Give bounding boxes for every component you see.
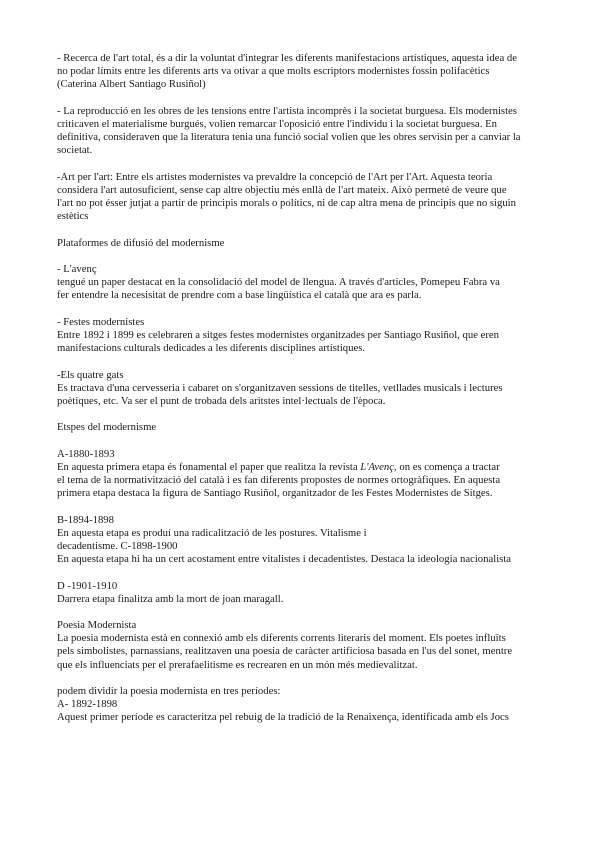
text-line: societat. [57, 144, 93, 157]
text-line: poètiques, etc. Va ser el punt de trobada dels aritstes intel·lectuals de l'època. [57, 394, 386, 407]
text-line: A- 1892-1898 [57, 698, 118, 711]
text-line: Etspes del modernisme [57, 421, 157, 434]
paragraph [57, 369, 547, 409]
text-line: -Art per l'art: Entre els artistes modernistes va prevaldre la concepció de l'Art per l'Art. Aquesta teoria [57, 170, 493, 183]
text-line: definitiva, consideraven que la literatura tenia una funció social volien que les obres servisin per a canviar la [57, 131, 521, 144]
text-line: D -1901-1910 [57, 579, 118, 592]
text-line: Darrera etapa finalitza amb la mort de joan maragall. [57, 592, 284, 605]
text-line: Plataformes de difusió del modernisme [57, 236, 225, 249]
text-line: no podar límits entre les diferents arts va otivar a que molts escriptors modernistes fossin polifacètics [57, 65, 490, 78]
text-line: fer entendre la necesisitat de prendre com a base lingüística el català que ara es parla. [57, 289, 422, 302]
paragraph [57, 580, 547, 606]
text-line: La poesia modernista està en connexió amb els diferents corrents literaris del moment. Els poetes influïts [57, 632, 506, 645]
text-line: -Els quatre gats [57, 368, 124, 381]
text-line: pels simbolistes, parnassians, realitzaven una poesia de caràcter artificiosa basada en l'us del sonet, mentre [57, 645, 513, 658]
paragraph [57, 263, 547, 303]
text-line: manifestacions culturals dedicades a les diferents disciplines artístiques. [57, 342, 366, 355]
text-line: Es tractava d'una cervesseria i cabaret on s'organitzaven sessions de titelles, vetllades musicals i lectures [57, 381, 503, 394]
text-line: - L'avenç [57, 263, 97, 275]
paragraph [57, 316, 547, 356]
text-line: decadentisme. C-1898-1900 [57, 539, 178, 552]
magazine-title: L'Avenç [360, 460, 395, 473]
paragraph [57, 237, 547, 250]
paragraph [57, 514, 547, 567]
paragraph [57, 619, 547, 672]
text-line: criticaven el materialisme burgués, volien remarcar l'oposició entre l'individu i la societat burguesa. En [57, 117, 498, 130]
paragraph [57, 52, 547, 92]
text-line: En aquesta primera etapa és fonamental el paper que realitza la revista L'Avenç, on es comença a tractar [57, 460, 500, 473]
text-line: B-1894-1898 [57, 513, 114, 526]
text-line: que els influenciats per el prerafaelitisme es recrearen en un món més medievalitzat. [57, 658, 418, 671]
text-line: (Caterina Albert Santiago Rusiñol) [57, 78, 206, 91]
paragraph [57, 448, 547, 501]
paragraph [57, 105, 547, 158]
document-page [57, 52, 547, 738]
text-line: tengué un paper destacat en la consolidació del model de llengua. A través d'articles, Pomepeu Fabra va [57, 276, 500, 289]
text-line: estètics [57, 210, 89, 223]
text-line: - La reproducció en les obres de les tensions entre l'artista incomprès i la societat burguesa. Els modernistes [57, 104, 517, 117]
text-line: Poesia Modernista [57, 619, 137, 632]
paragraph [57, 171, 547, 224]
text-line: Entre 1892 i 1899 es celebraren a sitges festes modernistes organitzades per Santiago Rusiñol, que eren [57, 328, 500, 341]
text-line: considera l'art autosuficient, sense cap altre objectiu més enllà de l'art mateix. Això permeté de veure que [57, 183, 507, 196]
text-line: En aquesta etapa es produí una radicalització de les postures. Vitalisme i [57, 526, 367, 539]
text-line: - Recerca de l'art total, és a dir la voluntat d'integrar les diferents manifestacions artístiques, aquesta idea de [57, 52, 517, 64]
text-line: A-1880-1893 [57, 447, 115, 460]
text-line: el tema de la normativització del català i es fan diferents propostes de normes ortogràfiques. En aquesta [57, 474, 501, 486]
text-line: l'art no pot ésser jutjat a partir de principis morals o polítics, ni de cap altra mena de principis que no siguin [57, 197, 516, 210]
paragraph [57, 685, 547, 725]
text-line: Aquest primer període es caracteritza pel rebuig de la tradició de la Renaixença, identificada amb els Jocs [57, 711, 509, 724]
text-line: En aquesta etapa hi ha un cert acostament entre vitalistes i decadentistes. Destaca la ideologia nacionalista [57, 553, 512, 566]
paragraph [57, 421, 547, 434]
text-line: - Festes modernistes [57, 315, 145, 328]
text-line: podem dividir la poesia modernista en tres períodes: [57, 685, 281, 697]
text-line: primera etapa destaca la figura de Santiago Rusiñol, organitzador de les Festes Modernistes de Sitges. [57, 487, 493, 500]
